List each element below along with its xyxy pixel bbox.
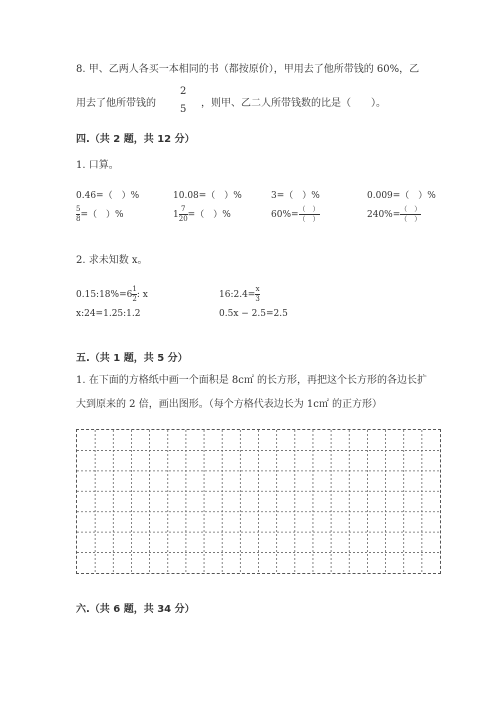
calc-item: 0.46=（ ）%: [76, 191, 140, 201]
equation-item: [219, 286, 260, 303]
section5-title: 五.（共 1 题，共 5 分）: [76, 353, 188, 364]
section4-q2-title: 2. 求未知数 x。: [76, 255, 148, 266]
q8-line2-end: ，则甲、乙二人所带钱数的比是（ ）。: [201, 98, 386, 109]
equation-head: 16:2.4=: [219, 290, 256, 300]
calc-item: 3=（ ）%: [271, 191, 320, 201]
calc-tail: =（ ）%: [80, 210, 124, 220]
fraction-numerator: x: [255, 285, 260, 293]
fraction-denominator: 20: [178, 215, 188, 223]
square-grid-paper: [76, 429, 441, 574]
equation-item: [76, 286, 148, 303]
q8-line2-start: 用去了他所带钱的: [76, 98, 156, 109]
fraction-denominator: 8: [76, 215, 81, 223]
section5-q1-line1: 1. 在下面的方格纸中画一个面积是 8c㎡ 的长方形，再把这个长方形的各边长扩: [76, 375, 428, 386]
calc-item: 0.009=（ ）%: [367, 191, 436, 201]
equation-head: 0.15:18%=6: [76, 290, 133, 300]
grid-lines: [77, 430, 440, 573]
q8-line1: 8. 甲、乙两人各买一本相同的书（都按原价），甲用去了他所带钱的 60%，乙: [76, 64, 420, 75]
calc-head: 240%=: [367, 210, 401, 220]
fraction: [179, 206, 188, 223]
fraction-numerator: 1: [132, 285, 137, 293]
fraction-numerator: （ ）: [400, 205, 422, 213]
equation-item: x:24=1.25:1.2: [76, 309, 141, 319]
fraction-numerator: （ ）: [298, 205, 320, 213]
fraction-denominator: （ ）: [400, 215, 422, 223]
fraction: [299, 206, 320, 223]
calc-item: [271, 206, 320, 223]
section4-title: 四.（共 2 题，共 12 分）: [76, 134, 195, 145]
section5-q1-line2: 大到原来的 2 倍，画出图形。（每个方格代表边长为 1c㎡ 的正方形）: [76, 399, 383, 410]
calc-item: 10.08=（ ）%: [173, 191, 242, 201]
mixed-whole: 1: [173, 210, 179, 220]
calc-tail: =（ ）%: [187, 210, 231, 220]
fraction: [255, 286, 259, 303]
fraction-denominator: （ ）: [298, 215, 320, 223]
calc-item: [367, 206, 421, 223]
q8-fraction: [180, 87, 186, 115]
section4-q1-title: 1. 口算。: [76, 160, 119, 171]
fraction-numerator: 7: [180, 205, 186, 213]
section6-title: 六.（共 6 题，共 34 分）: [76, 604, 195, 615]
fraction-denominator: 3: [255, 295, 260, 303]
fraction-numerator: 5: [76, 205, 81, 213]
calc-item: [173, 206, 231, 223]
q8-fraction-denominator: 5: [180, 104, 187, 115]
q8-fraction-numerator: 2: [180, 86, 187, 97]
fraction: [400, 206, 421, 223]
calc-item: [76, 206, 124, 223]
equation-tail: : x: [136, 290, 148, 300]
fraction-denominator: 2: [132, 295, 137, 303]
equation-item: 0.5x − 2.5=2.5: [219, 309, 288, 319]
calc-head: 60%=: [271, 210, 299, 220]
